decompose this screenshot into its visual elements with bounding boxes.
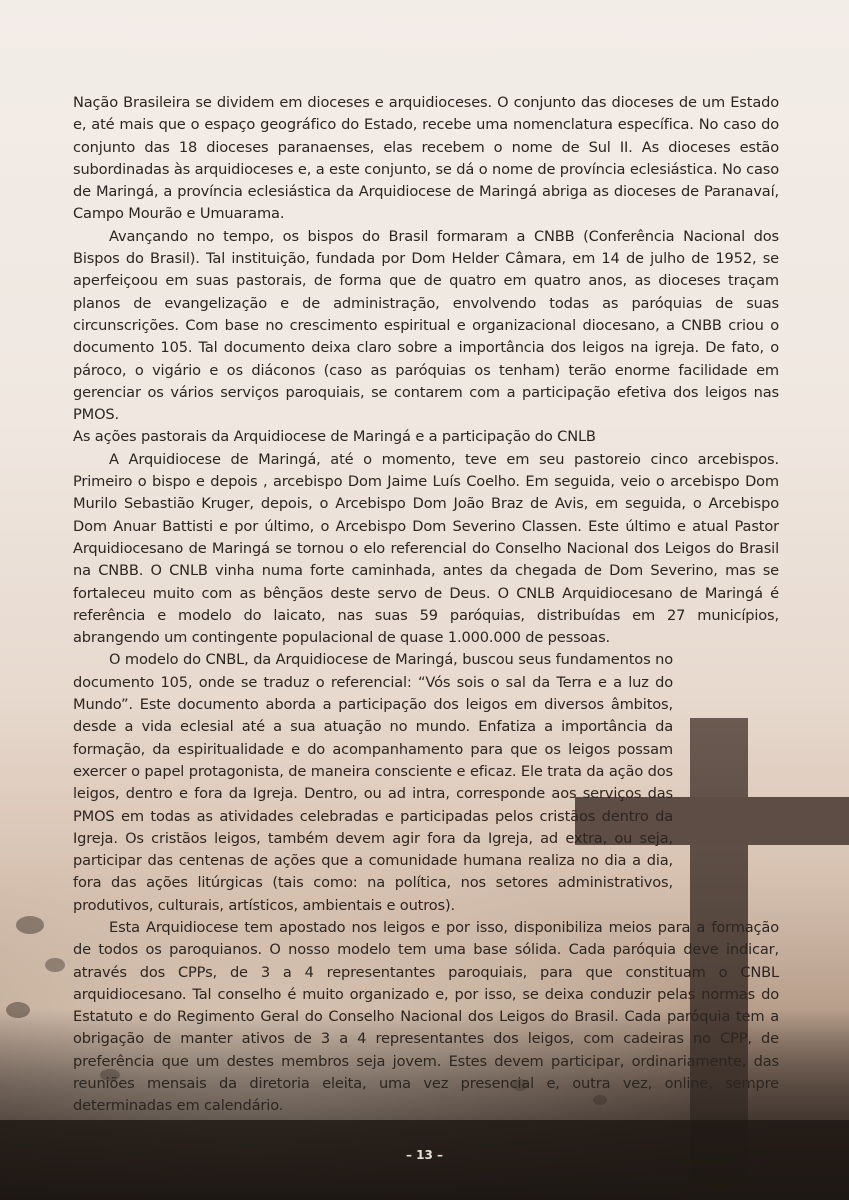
article-body (73, 92, 779, 1118)
paragraph-formacao: Esta Arquidiocese tem apostado nos leigos e por isso, disponibiliza meios para a formação de todos os paroquianos. O nosso modelo tem uma base sólida. Cada paróquia deve indicar, através dos CPPs, de 3 a 4 representantes paroquiais, para que constituam o CNBL arquidiocesano. Tal conselho é muito organizado e, por isso, se deixa conduzir pelas normas do Estatuto e do Regimento Geral do Conselho Nacional dos Leigos do Brasil. Cada paróquia tem a obrigação de manter ativos de 3 a 4 representantes dos leigos, com cadeiras no CPP, de preferência que um destes membros seja jovem. Estes devem participar, ordinariamente, das reuniões mensais da diretoria eleita, uma vez presencial e, outra vez, online, sempre determinadas em calendário. (73, 918, 779, 1115)
paragraph-cnbb: Avançando no tempo, os bispos do Brasil formaram a CNBB (Conferência Nacional dos Bispos do Brasil). Tal instituição, fundada por Dom Helder Câmara, em 14 de julho de 1952, se aperfeiçoou em suas pastorais, de forma que de quatro em quatro anos, as dioceses traçam planos de evangelização e de administração, envolvendo todas as paróquias de suas circunscrições. Com base no crescimento espiritual e organizacional diocesano, a CNBB criou o documento 105. Tal documento deixa claro sobre a importância dos leigos na igreja. De fato, o pároco, o vigário e os diáconos (caso as paróquias os tenham) terão enorme facilidade em gerenciar os vários serviços paroquiais, se contarem com a participação efetiva dos leigos nas PMOS. (73, 227, 779, 424)
paragraph-intro: Nação Brasileira se dividem em dioceses e arquidioceses. O conjunto das dioceses de um Estado e, até mais que o espaço geográfico do Estado, recebe uma nomenclatura específica. No caso do conjunto das 18 dioceses paranaenses, elas recebem o nome de Sul II. As dioceses estão subordinadas às arquidioceses e, a este conjunto, se dá o nome de província eclesiástica. No caso de Maringá, a província eclesiástica da Arquidiocese de Maringá abriga as dioceses de Paranavaí, Campo Mourão e Umuarama. (73, 94, 779, 223)
section-heading: As ações pastorais da Arquidiocese de Maringá e a participação do CNLB (73, 428, 596, 446)
paragraph-modelo-cnbl: O modelo do CNBL, da Arquidiocese de Maringá, buscou seus fundamentos no documento 105, onde se traduz o referencial: “Vós sois o sal da Terra e a luz do Mundo”. Este documento aborda a participação dos leigos em diversos âmbitos, desde a vida eclesial até a sua atuação no mundo. Enfatiza a importância da formação, da espiritualidade e do acompanhamento para que os leigos possam exercer o papel protagonista, de maneira consciente e eficaz. Ele trata da ação dos leigos, dentro e fora da Igreja. Dentro, ou ad intra, corresponde aos serviços das PMOS em todas as atividades celebradas e participadas pelos cristãos dentro da Igreja. Os cristãos leigos, também devem agir fora da Igreja, ad extra, ou seja, participar das centenas de ações que a comunidade humana realiza no dia a dia, fora das ações litúrgicas (tais como: na política, nos setores administrativos, produtivos, culturais, artísticos, ambientais e outros). (73, 651, 673, 914)
paragraph-arcebispos: A Arquidiocese de Maringá, até o momento, teve em seu pastoreio cinco arcebispos. Primeiro o bispo e depois , arcebispo Dom Jaime Luís Coelho. Em seguida, veio o arcebispo Dom Murilo Sebastião Kruger, depois, o Arcebispo Dom João Braz de Avis, em seguida, o Arcebispo Dom Anuar Battisti e por último, o Arcebispo Dom Severino Classen. Este último e atual Pastor Arquidiocesano de Maringá se tornou o elo referencial do Conselho Nacional dos Leigos do Brasil na CNBB. O CNLB vinha numa forte caminhada, antes da chegada de Dom Severino, mas se fortaleceu muito com as bênçãos deste servo de Deus. O CNLB Arquidiocesano de Maringá é referência e modelo do laicato, nas suas 59 paróquias, distribuídas em 27 municípios, abrangendo um contingente populacional de quase 1.000.000 de pessoas. (73, 450, 779, 647)
page-number: – 13 – (405, 1148, 444, 1162)
